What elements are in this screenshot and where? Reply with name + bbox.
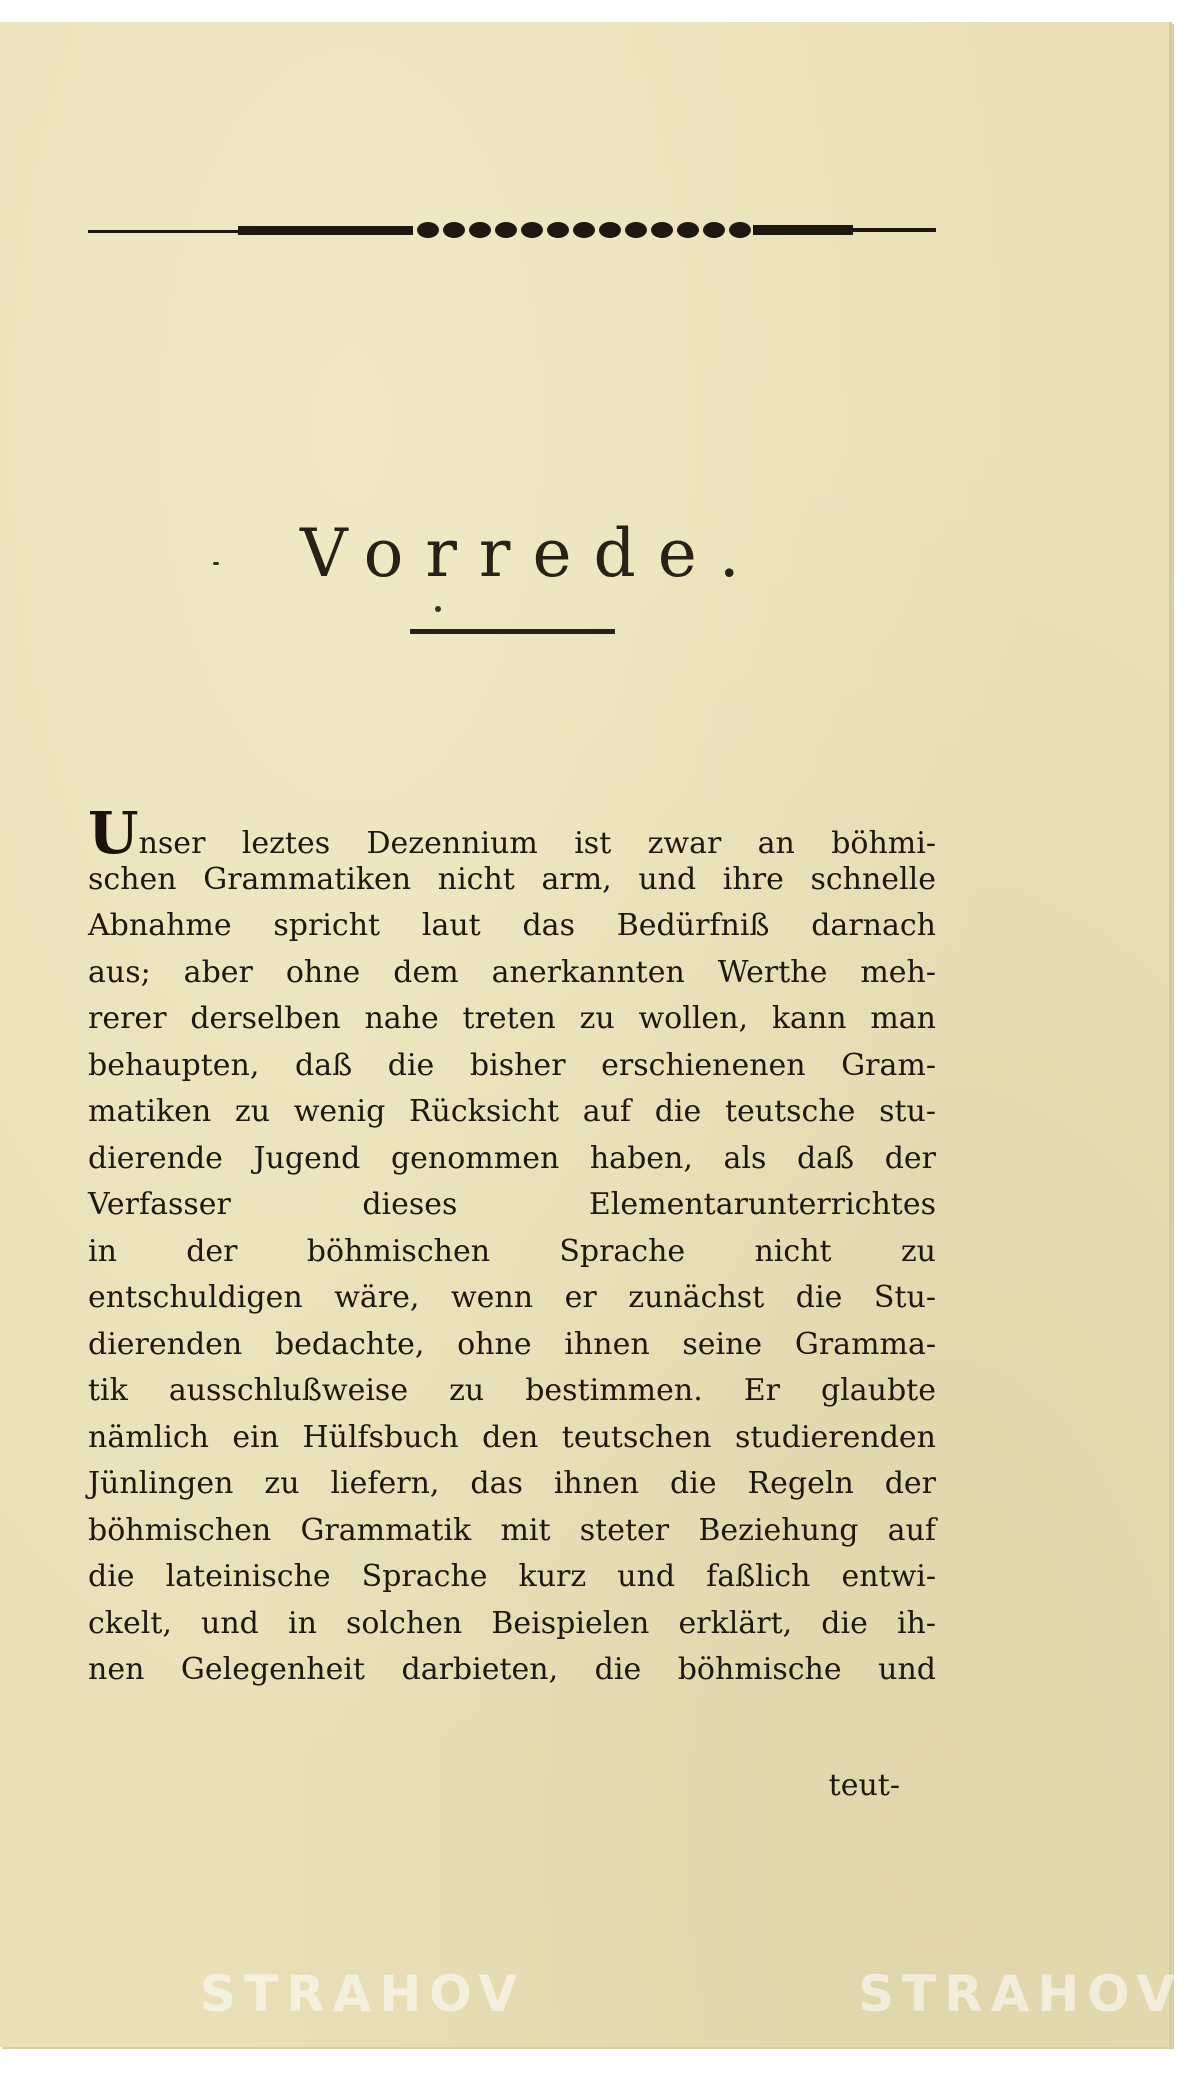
text-line: böhmischen Grammatik mit steter Beziehung auf — [88, 1512, 936, 1548]
text-line: die lateinische Sprache kurz und faßlich entwi- — [88, 1559, 936, 1594]
text-line: in der böhmischen Sprache nicht zu — [88, 1233, 936, 1269]
text-line: schen Grammatiken nicht arm, und ihre schnelle — [88, 861, 936, 897]
catchword: teut- — [828, 1768, 900, 1803]
watermark-left: STRAHOV — [200, 1965, 526, 2023]
page-heading: Vorrede. — [300, 515, 762, 592]
decorative-dot — [435, 606, 441, 612]
ornament-bar — [88, 210, 936, 254]
text-line: ckelt, und in solchen Beispielen erklärt, die ih- — [88, 1605, 936, 1641]
text-line: behaupten, daß die bisher erschienenen Gram- — [88, 1047, 936, 1083]
decorative-dot — [213, 562, 219, 565]
text-line: Unser leztes Dezennium ist zwar an böhmi- — [88, 799, 936, 867]
text-line: nämlich ein Hülfsbuch den teutschen studierenden — [88, 1419, 936, 1455]
text-line: dierenden bedachte, ohne ihnen seine Gramma- — [88, 1326, 936, 1362]
text-line: matiken zu wenig Rücksicht auf die teutsche stu- — [88, 1094, 936, 1129]
watermark-right: STRAHOV — [858, 1965, 1184, 2023]
heading-rule — [410, 629, 615, 634]
text-line: Verfasser dieses Elementarunterrichtes — [88, 1187, 936, 1222]
text-line: dierende Jugend genommen haben, als daß der — [88, 1140, 936, 1176]
text-line: Abnahme spricht laut das Bedürfniß darnach — [88, 908, 936, 943]
text-line: aus; aber ohne dem anerkannten Werthe meh- — [88, 954, 936, 990]
text-line: rerer derselben nahe treten zu wollen, kann man — [88, 1001, 936, 1036]
text-line: tik ausschlußweise zu bestimmen. Er glaubte — [88, 1373, 936, 1408]
body-text — [88, 799, 936, 1694]
initial-letter: U — [88, 799, 139, 867]
text-line: Jünlingen zu liefern, das ihnen die Regeln der — [88, 1466, 936, 1501]
text-line: entschuldigen wäre, wenn er zunächst die Stu- — [88, 1280, 936, 1315]
text-line: nen Gelegenheit darbieten, die böhmische und — [88, 1652, 936, 1687]
